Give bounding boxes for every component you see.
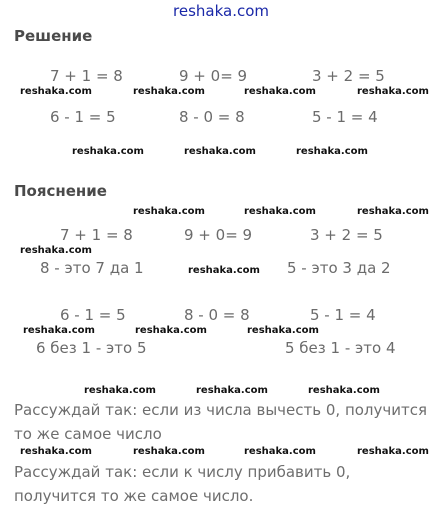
watermark: reshaka.com: [247, 325, 319, 336]
watermark: reshaka.com: [20, 446, 92, 457]
site-title: reshaka.com: [173, 2, 269, 20]
watermark: reshaka.com: [133, 86, 205, 97]
explanation-eq-3: 3 + 2 = 5: [310, 226, 383, 244]
paragraph-subtract-zero: Рассуждай так: если из числа вычесть 0, получится то же самое число: [14, 401, 428, 443]
solution-eq-5: 8 - 0 = 8: [179, 108, 245, 126]
watermark: reshaka.com: [188, 265, 260, 276]
watermark: reshaka.com: [133, 206, 205, 217]
explanation-note-1: 8 - это 7 да 1: [40, 259, 144, 277]
watermark: reshaka.com: [244, 446, 316, 457]
watermark: reshaka.com: [20, 245, 92, 256]
watermark: reshaka.com: [357, 86, 429, 97]
watermark: reshaka.com: [357, 206, 429, 217]
watermark: reshaka.com: [133, 446, 205, 457]
explanation-eq-6: 5 - 1 = 4: [310, 306, 376, 324]
paragraph-add-zero: Рассуждай так: если к числу прибавить 0, получится то же самое число.: [14, 463, 351, 505]
watermark: reshaka.com: [357, 446, 429, 457]
solution-eq-1: 7 + 1 = 8: [50, 67, 123, 85]
watermark: reshaka.com: [20, 86, 92, 97]
explanation-eq-2: 9 + 0= 9: [184, 226, 253, 244]
explanation-heading: Пояснение: [14, 182, 107, 200]
watermark: reshaka.com: [196, 385, 268, 396]
solution-eq-2: 9 + 0= 9: [179, 67, 248, 85]
watermark: reshaka.com: [244, 206, 316, 217]
explanation-eq-5: 8 - 0 = 8: [184, 306, 250, 324]
watermark: reshaka.com: [135, 325, 207, 336]
watermark: reshaka.com: [84, 385, 156, 396]
explanation-eq-1: 7 + 1 = 8: [60, 226, 133, 244]
watermark: reshaka.com: [308, 385, 380, 396]
solution-eq-3: 3 + 2 = 5: [312, 67, 385, 85]
solution-eq-4: 6 - 1 = 5: [50, 108, 116, 126]
watermark: reshaka.com: [23, 325, 95, 336]
watermark: reshaka.com: [72, 146, 144, 157]
explanation-note-4: 5 без 1 - это 4: [285, 339, 396, 357]
watermark: reshaka.com: [184, 146, 256, 157]
explanation-note-3: 6 без 1 - это 5: [36, 339, 147, 357]
explanation-note-2: 5 - это 3 да 2: [287, 259, 391, 277]
watermark: reshaka.com: [296, 146, 368, 157]
solution-heading: Решение: [14, 27, 93, 45]
explanation-eq-4: 6 - 1 = 5: [60, 306, 126, 324]
solution-eq-6: 5 - 1 = 4: [312, 108, 378, 126]
watermark: reshaka.com: [244, 86, 316, 97]
